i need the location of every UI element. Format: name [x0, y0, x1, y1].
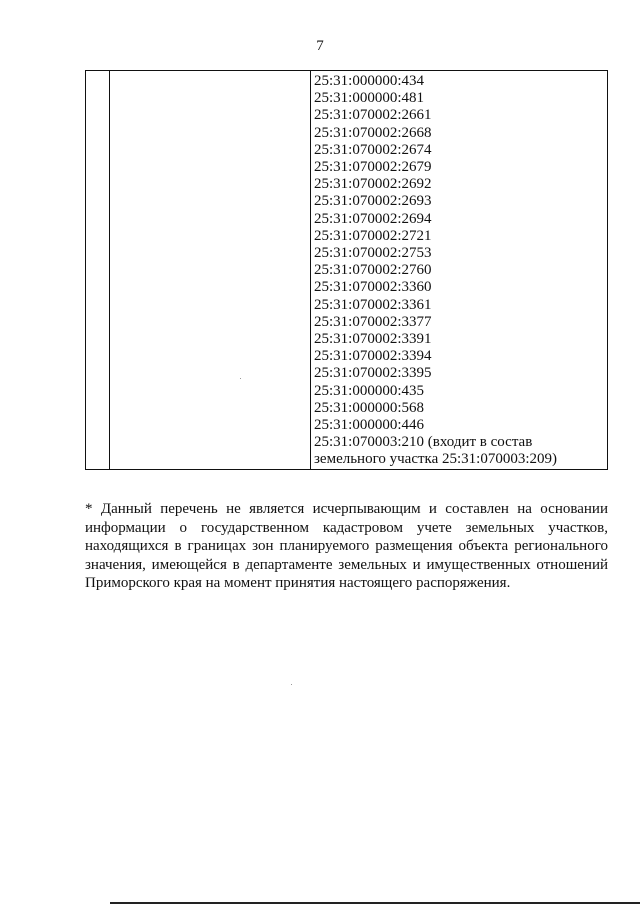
column-divider [310, 71, 311, 469]
cadastral-number: 25:31:070002:2721 [314, 227, 432, 244]
cadastral-number: 25:31:000000:481 [314, 90, 425, 107]
bottom-scan-edge [110, 902, 640, 904]
cadastral-number: 25:31:070002:2753 [314, 245, 432, 262]
cadastral-number: 25:31:070002:3361 [314, 296, 432, 313]
cadastral-number: 25:31:070002:2760 [314, 262, 432, 279]
cadastral-number: 25:31:070002:2668 [314, 124, 432, 141]
cadastral-number: 25:31:070002:2693 [314, 193, 432, 210]
cadastral-number-list [314, 73, 604, 469]
cadastral-number: 25:31:000000:434 [314, 73, 425, 89]
cadastral-number: 25:31:000000:568 [314, 399, 425, 416]
cadastral-number: 25:31:070002:2679 [314, 159, 432, 176]
cadastral-number: 25:31:070002:2692 [314, 176, 432, 193]
footnote: * Данный перечень не является исчерпывающим и составлен на основании информации о государственном кадастровом учете земельных участков, находящихся в границах зон планируемого размещения объекта регионального значения, имеющейся в департаменте земельных и имущественных отношений Приморского края на момент принятия настоящего распоряжения. [85, 501, 608, 591]
scan-speck [291, 684, 292, 685]
cadastral-number: 25:31:070003:210 (входит в состав [314, 434, 533, 451]
cadastral-number: 25:31:000000:446 [314, 417, 425, 434]
cadastral-number: 25:31:070002:3377 [314, 313, 432, 330]
cadastral-number: 25:31:070002:3395 [314, 365, 432, 382]
cadastral-number: 25:31:070002:3360 [314, 279, 432, 296]
cadastral-number: 25:31:070002:2694 [314, 210, 432, 227]
cadastral-number: земельного участка 25:31:070003:209) [314, 451, 557, 468]
cadastral-numbers-table [85, 70, 608, 470]
cadastral-number: 25:31:070002:3391 [314, 331, 432, 348]
scan-speck [240, 378, 241, 379]
page-number: 7 [316, 38, 324, 54]
cadastral-number: 25:31:000000:435 [314, 382, 425, 399]
cadastral-number: 25:31:070002:2674 [314, 141, 432, 158]
cadastral-number: 25:31:070002:2661 [314, 107, 432, 124]
column-divider [109, 71, 110, 469]
cadastral-number: 25:31:070002:3394 [314, 348, 432, 365]
